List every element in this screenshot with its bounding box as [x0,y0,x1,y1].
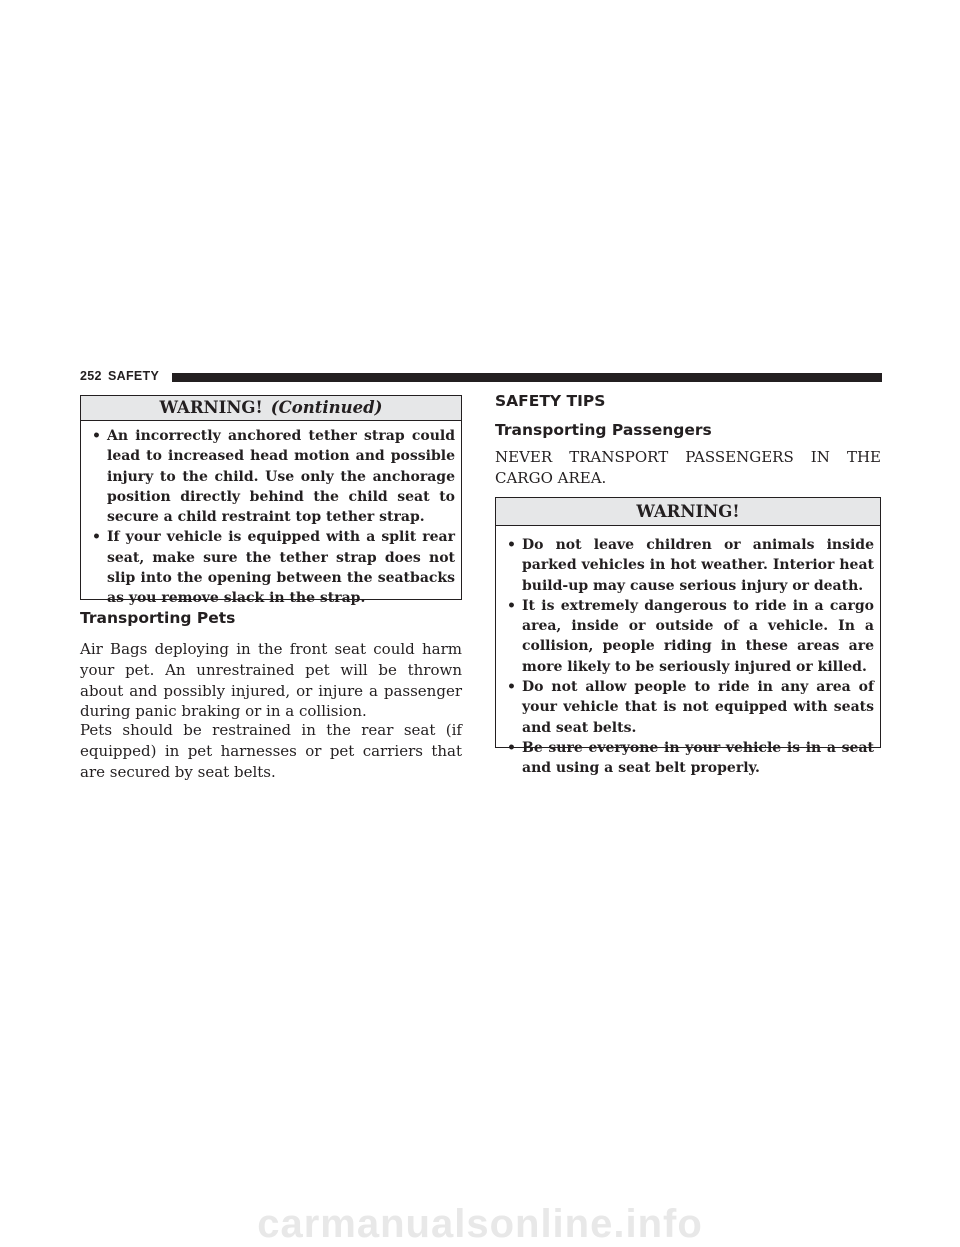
warning-title: WARNING! [496,498,880,526]
warning-box-continued [80,395,462,607]
paragraph-pets-restrained: Pets should be restrained in the rear seat (if equipped) in pet harnesses or pet carriers that are secured by seat belts. [80,721,462,781]
warning-item [501,738,874,779]
paragraph-cargo-area: NEVER TRANSPORT PASSENGERS IN THE CARGO AREA. [495,448,881,487]
warning-item-text: Be sure everyone in your vehicle is in a seat and using a seat belt properly. [522,739,874,777]
warning-item [501,596,874,677]
warning-title-continued: (Continued) [270,398,383,417]
warning-item-text: It is extremely dangerous to ride in a cargo area, inside or outside of a vehicle. In a collision, people riding in these areas are more likely to be seriously injured or killed. [522,597,874,675]
warning-item [501,677,874,738]
heading-transporting-pets: Transporting Pets [80,609,236,627]
paragraph-pets-airbags: Air Bags deploying in the front seat could harm your pet. An unrestrained pet will be thrown about and possibly injured, or injure a passenger during panic braking or in a collision. [80,640,462,721]
warning-item-text: An incorrectly anchored tether strap could lead to increased head motion and possible injury to the child. Use only the anchorage position directly behind the child seat to secure a child restraint top tether strap. [107,428,455,526]
bullet-icon: • [507,679,516,696]
bullet-icon: • [507,597,516,614]
bullet-icon: • [507,537,516,553]
warning-box [495,497,881,777]
heading-safety-tips: SAFETY TIPS [495,392,606,410]
warning-title-text: WARNING! [159,398,263,417]
warning-title [81,396,461,421]
warning-item [501,535,874,596]
running-header [80,369,882,385]
header-rule [172,373,882,382]
warning-item-text: Do not leave children or animals inside parked vehicles in hot weather. Interior heat build-up may cause serious injury or death. [522,537,874,594]
heading-transporting-passengers: Transporting Passengers [495,421,712,439]
page-number: 252 [80,369,102,383]
warning-item-text: Do not allow people to ride in any area of your vehicle that is not equipped with seats and seat belts. [522,679,874,736]
bullet-icon: • [92,428,101,444]
section-name: SAFETY [108,369,160,383]
watermark: carmanualsonline.info [257,1202,703,1246]
warning-item-text: If your vehicle is equipped with a split rear seat, make sure the tether strap does not slip into the opening between the seatbacks as you remove slack in the strap. [107,529,455,607]
warning-list [81,421,461,609]
warning-list [496,526,880,779]
warning-item [86,426,455,527]
bullet-icon: • [507,739,516,756]
warning-item [86,527,455,608]
bullet-icon: • [92,529,101,546]
